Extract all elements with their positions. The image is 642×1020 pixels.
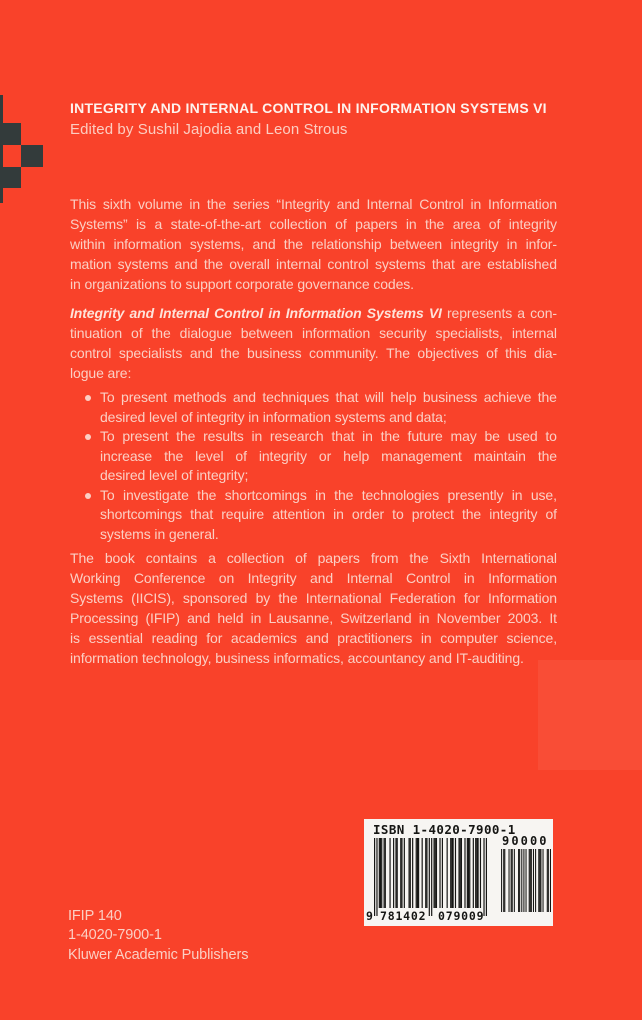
text-line: Processing (IFIP) and held in Lausanne, Switzerland in November 2003. It bbox=[70, 610, 557, 626]
ean13-digit-group2: 079009 bbox=[438, 909, 485, 923]
book-title: INTEGRITY AND INTERNAL CONTROL IN INFORMATION SYSTEMS VI bbox=[70, 100, 547, 116]
text-line: tinuation of the dialogue between information security specialists, internal bbox=[70, 325, 557, 341]
isbn-barcode-panel bbox=[364, 819, 553, 926]
text-line: systems in general. bbox=[100, 525, 219, 542]
scan-light-patch bbox=[538, 660, 642, 770]
text-line: To investigate the shortcomings in the technologies presently in use, bbox=[100, 486, 557, 503]
text-line: increase the level of integrity or help management maintain the bbox=[100, 447, 557, 464]
text-line: The book contains a collection of papers from the Sixth International bbox=[70, 550, 557, 566]
paragraph-dialogue bbox=[70, 303, 557, 383]
list-item bbox=[70, 486, 557, 545]
ean13-digit-group1: 781402 bbox=[380, 909, 427, 923]
publisher-name: Kluwer Academic Publishers bbox=[68, 946, 249, 963]
checker-square bbox=[0, 123, 21, 145]
ean13-barcode bbox=[374, 838, 487, 916]
publisher-block bbox=[68, 907, 248, 965]
objectives-bullet-list bbox=[70, 388, 557, 544]
bullet-icon bbox=[85, 493, 91, 499]
text-line: Working Conference on Integrity and Internal Control in Information bbox=[70, 570, 557, 586]
book-editors: Edited by Sushil Jajodia and Leon Strous bbox=[70, 121, 348, 138]
text-line: Systems (IICIS), sponsored by the International Federation for Information bbox=[70, 590, 557, 606]
ean5-supplement-barcode bbox=[500, 849, 551, 912]
text-line: is essential reading for academics and practitioners in computer science, bbox=[70, 630, 557, 646]
text-line: This sixth volume in the series “Integrity and Internal Control in Information bbox=[70, 196, 557, 212]
paragraph-conference bbox=[70, 548, 557, 668]
text-line: To present the results in research that in the future may be used to bbox=[100, 428, 557, 444]
text-line: control specialists and the business community. The objectives of this dia- bbox=[70, 345, 557, 361]
ean13-digit-left: 9 bbox=[366, 909, 373, 923]
text-line: desired level of integrity in information systems and data; bbox=[100, 408, 447, 425]
paragraph-series-intro bbox=[70, 194, 557, 294]
list-item bbox=[70, 427, 557, 486]
text-line-with-emphasis: Integrity and Internal Control in Information Systems VI represents a con- bbox=[70, 305, 557, 321]
bullet-icon bbox=[85, 434, 91, 440]
text-line: within information systems, and the relationship between integrity in infor- bbox=[70, 236, 557, 252]
checker-square bbox=[21, 145, 43, 167]
text-line: mation systems and the overall internal control systems that are established bbox=[70, 256, 557, 272]
list-item bbox=[70, 388, 557, 427]
supplement-digits: 90000 bbox=[502, 834, 549, 848]
text-line: in organizations to support corporate governance codes. bbox=[70, 276, 414, 292]
bullet-icon bbox=[85, 395, 91, 401]
text-line: logue are: bbox=[70, 365, 132, 381]
text-line: shortcomings that require attention in order to protect the integrity of bbox=[100, 506, 557, 522]
isbn-number: 1-4020-7900-1 bbox=[68, 927, 162, 944]
series-number: IFIP 140 bbox=[68, 908, 122, 924]
text-line: information technology, business informatics, accountancy and IT-auditing. bbox=[70, 650, 524, 666]
isbn-label: ISBN 1-4020-7900-1 bbox=[373, 822, 516, 837]
checker-square bbox=[0, 167, 21, 188]
text-line: desired level of integrity; bbox=[100, 467, 249, 483]
text-line: To present methods and techniques that will help business achieve the bbox=[100, 389, 557, 405]
text-line: Systems” is a state-of-the-art collection of papers in the area of integrity bbox=[70, 216, 557, 232]
